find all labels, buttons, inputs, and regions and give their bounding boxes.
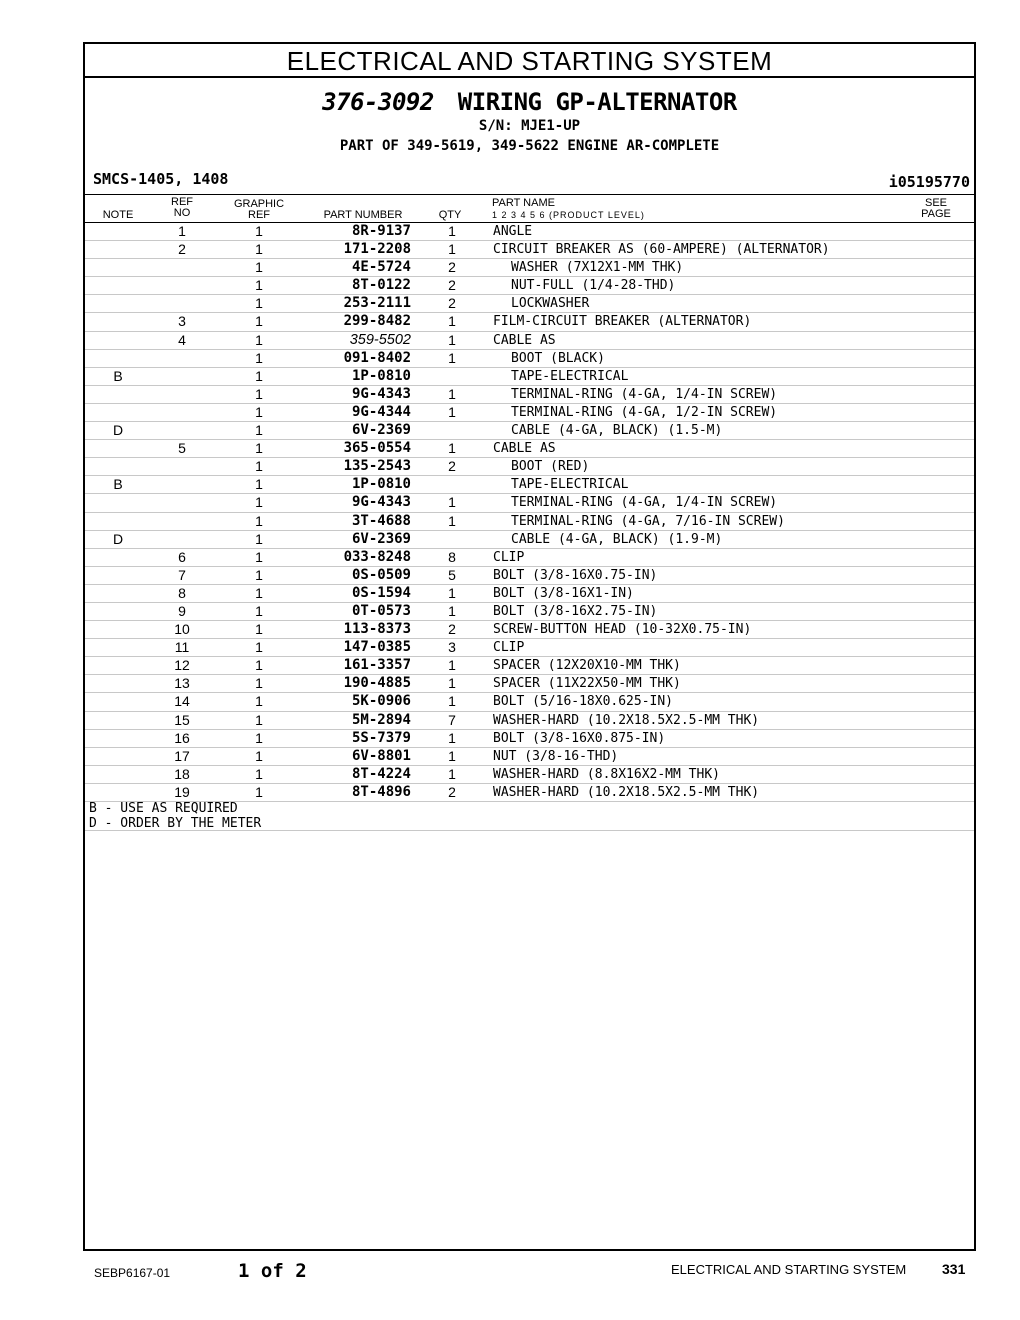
row-graphic-ref: 1 [255, 422, 263, 439]
table-row [85, 621, 974, 639]
col-ref-top: REF [171, 196, 193, 208]
table-row [85, 549, 974, 567]
table-row [85, 675, 974, 693]
row-part-name: CABLE AS [493, 441, 556, 457]
row-ref-no: 7 [178, 566, 186, 583]
parts-page [83, 42, 976, 1251]
smcs-code: SMCS-1405, 1408 [93, 170, 229, 188]
table-row [85, 784, 974, 802]
row-ref-no: 9 [178, 602, 186, 619]
row-part-name: CABLE AS [493, 332, 556, 348]
row-part-number: 9G-4343 [351, 385, 411, 402]
row-graphic-ref: 1 [255, 602, 263, 619]
table-row [85, 440, 974, 458]
row-graphic-ref: 1 [255, 367, 263, 384]
table-row [85, 386, 974, 404]
row-graphic-ref: 1 [255, 711, 263, 728]
table-row [85, 730, 974, 748]
row-part-name: CIRCUIT BREAKER AS (60-AMPERE) (ALTERNATOR) [493, 242, 830, 258]
row-part-number: 3T-4688 [351, 512, 411, 529]
row-graphic-ref: 1 [255, 476, 263, 493]
row-part-number: 6V-2369 [351, 422, 411, 439]
row-part-name: BOLT (3/8-16X1-IN) [493, 585, 634, 601]
row-qty: 1 [448, 584, 456, 601]
table-row [85, 295, 974, 313]
row-part-name: SPACER (11X22X50-MM THK) [493, 676, 681, 692]
table-row [85, 368, 974, 386]
row-part-number: 9G-4344 [351, 403, 411, 420]
row-ref-no: 16 [174, 729, 190, 746]
row-qty: 1 [448, 385, 456, 402]
row-graphic-ref: 1 [255, 403, 263, 420]
row-part-number: 0S-0509 [351, 566, 411, 583]
notes-divider [85, 830, 974, 831]
row-graphic-ref: 1 [255, 693, 263, 710]
row-graphic-ref: 1 [255, 349, 263, 366]
row-part-name: WASHER-HARD (10.2X18.5X2.5-MM THK) [493, 784, 760, 800]
row-graphic-ref: 1 [255, 530, 263, 547]
table-row [85, 277, 974, 295]
row-ref-no: 18 [174, 765, 190, 782]
row-qty: 1 [448, 765, 456, 782]
row-part-number: 113-8373 [343, 621, 411, 638]
row-ref-no: 4 [178, 331, 186, 348]
row-qty: 1 [448, 223, 456, 239]
row-part-number: 0S-1594 [351, 584, 411, 601]
row-graphic-ref: 1 [255, 765, 263, 782]
part-of-line: PART OF 349-5619, 349-5622 ENGINE AR-COMPLETE [339, 138, 720, 154]
row-graphic-ref: 1 [255, 639, 263, 656]
table-row [85, 350, 974, 368]
col-graphic-bottom: REF [248, 209, 270, 221]
row-note: B [113, 367, 123, 384]
row-ref-no: 8 [178, 584, 186, 601]
row-part-name: FILM-CIRCUIT BREAKER (ALTERNATOR) [493, 314, 752, 330]
table-row [85, 567, 974, 585]
table-row [85, 332, 974, 350]
row-part-number: 6V-8801 [351, 747, 411, 764]
row-graphic-ref: 1 [255, 657, 263, 674]
row-qty: 2 [448, 621, 456, 638]
row-graphic-ref: 1 [255, 783, 263, 800]
row-qty: 1 [448, 241, 456, 258]
table-row [85, 766, 974, 784]
row-qty: 1 [448, 657, 456, 674]
table-row [85, 748, 974, 766]
footer-doc-number: SEBP6167-01 [94, 1266, 171, 1280]
row-ref-no: 6 [178, 548, 186, 565]
row-part-name: BOLT (5/16-18X0.625-IN) [493, 694, 674, 710]
row-ref-no: 5 [178, 440, 186, 457]
col-part-name: PART NAME [492, 197, 555, 209]
row-part-number: 5M-2894 [351, 711, 411, 728]
col-graphic-ref [229, 199, 289, 221]
row-part-name: LOCKWASHER [511, 296, 590, 312]
row-part-name: WASHER (7X12X1-MM THK) [511, 260, 684, 276]
table-row [85, 476, 974, 494]
row-part-name: ANGLE [493, 224, 533, 239]
row-graphic-ref: 1 [255, 747, 263, 764]
row-part-name: BOOT (RED) [511, 459, 590, 475]
row-qty: 1 [448, 313, 456, 330]
row-ref-no: 19 [174, 783, 190, 800]
row-graphic-ref: 1 [255, 313, 263, 330]
table-row [85, 241, 974, 259]
row-qty: 2 [448, 259, 456, 276]
parts-table-body [85, 223, 974, 802]
row-graphic-ref: 1 [255, 512, 263, 529]
row-part-name: CLIP [493, 549, 525, 565]
footer-section: ELECTRICAL AND STARTING SYSTEM [671, 1262, 907, 1277]
row-part-number: 1P-0810 [351, 367, 411, 384]
row-qty: 1 [448, 693, 456, 710]
notes-legend [89, 801, 261, 831]
row-qty: 2 [448, 783, 456, 800]
row-part-number: 5K-0906 [351, 693, 411, 710]
row-qty: 1 [448, 729, 456, 746]
row-part-number: 359-5502 [349, 331, 411, 348]
col-note: NOTE [102, 209, 134, 221]
row-graphic-ref: 1 [255, 223, 263, 239]
row-ref-no: 10 [174, 621, 190, 638]
note-b: B - USE AS REQUIRED [89, 801, 238, 816]
row-part-number: 135-2543 [343, 458, 411, 475]
row-qty: 1 [448, 403, 456, 420]
row-qty: 5 [448, 566, 456, 583]
row-qty: 1 [448, 349, 456, 366]
row-part-number: 365-0554 [343, 440, 411, 457]
row-part-name: WASHER-HARD (10.2X18.5X2.5-MM THK) [493, 712, 760, 728]
row-qty: 7 [448, 711, 456, 728]
table-row [85, 404, 974, 422]
row-part-name: TERMINAL-RING (4-GA, 7/16-IN SCREW) [511, 513, 785, 529]
row-qty: 2 [448, 277, 456, 294]
row-qty: 1 [448, 602, 456, 619]
row-part-number: 299-8482 [343, 313, 411, 330]
col-ref-bottom: NO [173, 207, 191, 219]
row-part-number: 8T-0122 [351, 277, 411, 294]
table-header [85, 196, 974, 223]
group-title: WIRING GP-ALTERNATOR [457, 88, 737, 116]
row-qty: 1 [448, 440, 456, 457]
row-graphic-ref: 1 [255, 584, 263, 601]
col-ref-no [167, 197, 197, 219]
row-ref-no: 2 [178, 241, 186, 258]
table-row [85, 693, 974, 711]
row-qty: 1 [448, 494, 456, 511]
col-part-number: PART NUMBER [323, 209, 403, 221]
row-part-number: 190-4885 [343, 675, 411, 692]
row-part-number: 1P-0810 [351, 476, 411, 493]
row-qty: 3 [448, 639, 456, 656]
row-qty: 1 [448, 512, 456, 529]
row-part-number: 161-3357 [343, 657, 411, 674]
row-qty: 1 [448, 675, 456, 692]
row-part-number: 171-2208 [343, 241, 411, 258]
page-heading [85, 88, 974, 116]
section-title: ELECTRICAL AND STARTING SYSTEM [85, 44, 974, 78]
row-part-name: CLIP [493, 640, 525, 656]
row-ref-no: 3 [178, 313, 186, 330]
row-ref-no: 13 [174, 675, 190, 692]
table-row [85, 223, 974, 241]
row-part-number: 147-0385 [343, 639, 411, 656]
row-part-number: 5S-7379 [351, 729, 411, 746]
row-graphic-ref: 1 [255, 385, 263, 402]
row-part-name: BOLT (3/8-16X2.75-IN) [493, 603, 658, 619]
row-note: D [112, 530, 124, 547]
row-qty: 2 [448, 295, 456, 312]
table-row [85, 531, 974, 549]
row-part-name: TAPE-ELECTRICAL [511, 477, 629, 493]
row-part-number: 253-2111 [343, 295, 411, 312]
row-part-name: TERMINAL-RING (4-GA, 1/2-IN SCREW) [511, 404, 778, 420]
row-part-name: TERMINAL-RING (4-GA, 1/4-IN SCREW) [511, 495, 778, 511]
row-note: B [113, 476, 123, 493]
row-part-number: 033-8248 [343, 548, 411, 565]
row-part-name: SPACER (12X20X10-MM THK) [493, 658, 681, 674]
col-graphic-top: GRAPHIC [233, 198, 285, 210]
row-part-number: 0T-0573 [351, 602, 411, 619]
row-part-name: CABLE (4-GA, BLACK) (1.5-M) [511, 423, 723, 439]
row-part-name: SCREW-BUTTON HEAD (10-32X0.75-IN) [493, 622, 752, 638]
row-ref-no: 17 [174, 747, 190, 764]
row-graphic-ref: 1 [255, 548, 263, 565]
footer-page-count: 1 of 2 [238, 1260, 307, 1282]
row-part-name: TERMINAL-RING (4-GA, 1/4-IN SCREW) [511, 386, 778, 402]
row-graphic-ref: 1 [255, 331, 263, 348]
row-part-name: NUT (3/8-16-THD) [493, 748, 619, 764]
table-row [85, 259, 974, 277]
row-part-number: 8R-9137 [351, 223, 411, 239]
row-ref-no: 15 [174, 711, 190, 728]
row-part-number: 4E-5724 [351, 259, 411, 276]
row-part-name: TAPE-ELECTRICAL [511, 368, 629, 384]
table-row [85, 458, 974, 476]
footer-page-number: 331 [942, 1261, 966, 1277]
table-row [85, 513, 974, 531]
row-part-name: WASHER-HARD (8.8X16X2-MM THK) [493, 766, 720, 782]
table-row [85, 422, 974, 440]
table-row [85, 712, 974, 730]
row-part-number: 9G-4343 [351, 494, 411, 511]
row-ref-no: 1 [178, 223, 186, 239]
group-part-number: 376-3092 [322, 88, 434, 116]
row-part-name: BOLT (3/8-16X0.75-IN) [493, 567, 658, 583]
illustration-id: i05195770 [888, 173, 970, 191]
row-graphic-ref: 1 [255, 675, 263, 692]
row-part-name: NUT-FULL (1/4-28-THD) [511, 278, 676, 294]
row-part-name: CABLE (4-GA, BLACK) (1.9-M) [511, 531, 723, 547]
row-ref-no: 12 [174, 657, 190, 674]
row-graphic-ref: 1 [255, 566, 263, 583]
row-graphic-ref: 1 [255, 458, 263, 475]
col-see-top: SEE [924, 197, 947, 209]
table-row [85, 494, 974, 512]
row-graphic-ref: 1 [255, 440, 263, 457]
header-divider [85, 194, 974, 195]
col-see-page [916, 198, 956, 220]
row-qty: 1 [448, 331, 456, 348]
row-graphic-ref: 1 [255, 621, 263, 638]
row-part-number: 8T-4224 [351, 765, 411, 782]
row-part-name: BOOT (BLACK) [511, 350, 605, 366]
row-part-name: BOLT (3/8-16X0.875-IN) [493, 730, 666, 746]
row-graphic-ref: 1 [255, 241, 263, 258]
row-part-number: 091-8402 [343, 349, 411, 366]
row-qty: 2 [448, 458, 456, 475]
row-note: D [112, 422, 124, 439]
table-row [85, 657, 974, 675]
row-ref-no: 14 [174, 693, 190, 710]
table-row [85, 639, 974, 657]
row-graphic-ref: 1 [255, 259, 263, 276]
row-qty: 8 [448, 548, 456, 565]
note-d: D - ORDER BY THE METER [89, 816, 262, 831]
row-part-number: 8T-4896 [351, 783, 411, 800]
row-qty: 1 [448, 747, 456, 764]
col-product-levels: 1 2 3 4 5 6 (PRODUCT LEVEL) [492, 210, 645, 220]
row-graphic-ref: 1 [255, 295, 263, 312]
row-part-number: 6V-2369 [351, 530, 411, 547]
row-ref-no: 11 [174, 639, 190, 656]
row-graphic-ref: 1 [255, 494, 263, 511]
row-graphic-ref: 1 [255, 729, 263, 746]
table-row [85, 313, 974, 331]
row-graphic-ref: 1 [255, 277, 263, 294]
serial-number: S/N: MJE1-UP [478, 118, 581, 134]
table-row [85, 603, 974, 621]
col-qty: QTY [438, 209, 462, 221]
table-row [85, 585, 974, 603]
col-see-bottom: PAGE [921, 208, 951, 220]
